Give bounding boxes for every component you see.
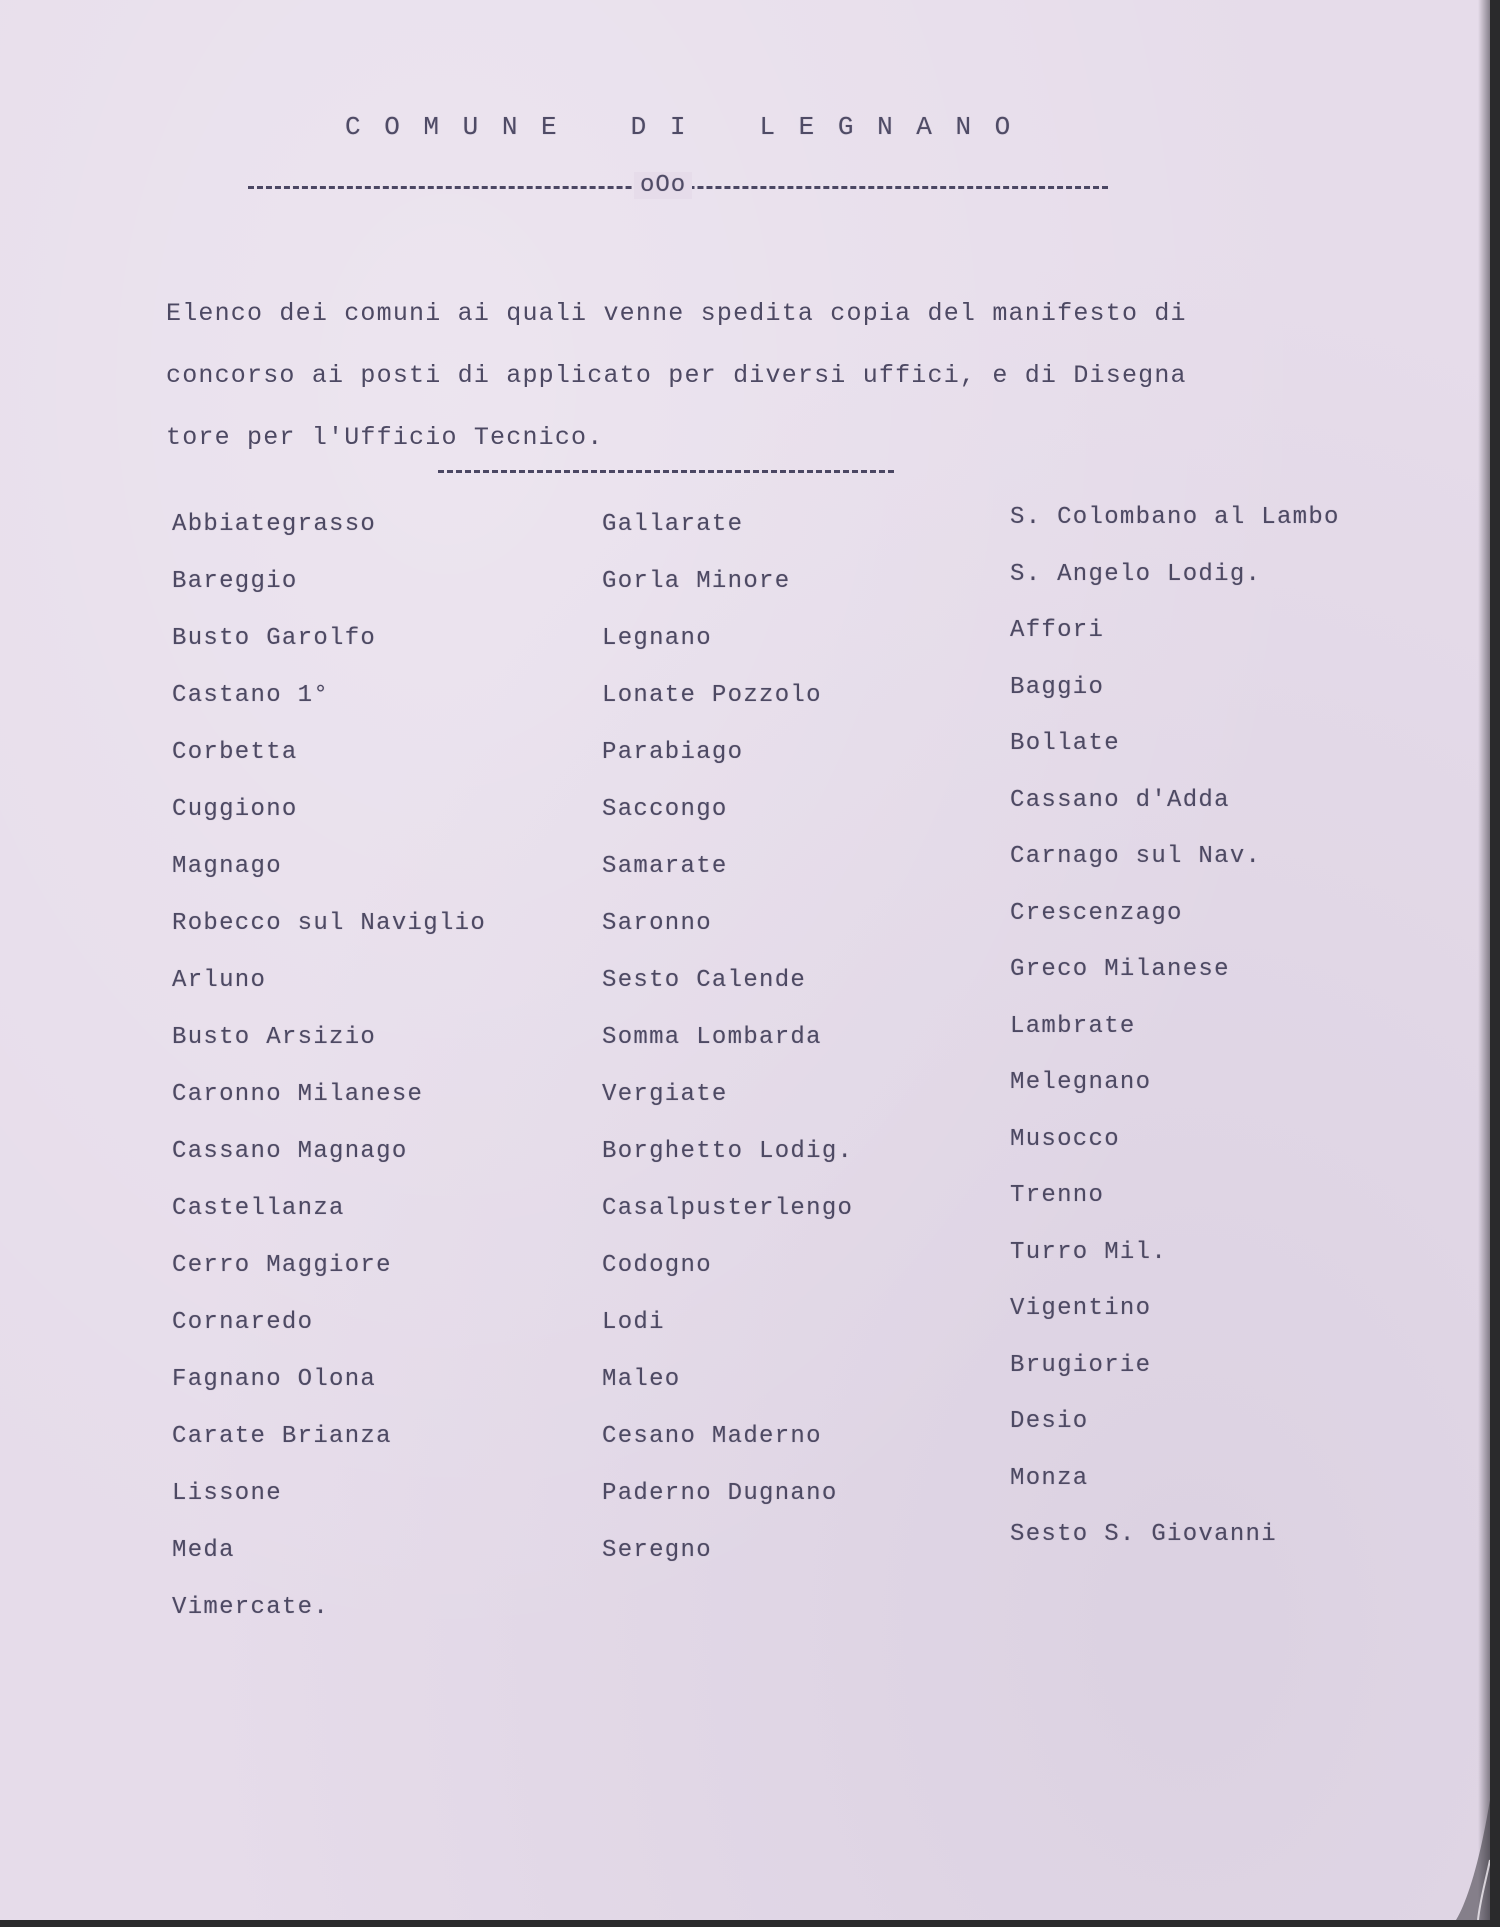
list-item: Lambrate bbox=[1010, 1012, 1136, 1040]
divider-ornament: oOo bbox=[634, 172, 692, 199]
list-item: Robecco sul Naviglio bbox=[172, 910, 487, 937]
list-item: Castellanza bbox=[172, 1195, 345, 1222]
list-item: Fagnano Olona bbox=[172, 1366, 377, 1393]
list-item: Monza bbox=[1010, 1464, 1089, 1492]
list-item: Bollate bbox=[1010, 730, 1120, 757]
municipality-list-column-3 bbox=[1010, 504, 1340, 1578]
list-item: Cesano Maderno bbox=[602, 1423, 822, 1450]
list-item: Parabiago bbox=[602, 739, 744, 766]
list-item: Crescenzago bbox=[1010, 899, 1183, 927]
list-item: Carate Brianza bbox=[172, 1423, 392, 1450]
intro-line: Elenco dei comuni ai quali venne spedita copia del manifesto di bbox=[166, 299, 1187, 328]
list-item: Codogno bbox=[602, 1252, 712, 1279]
list-item: Casalpusterlengo bbox=[602, 1195, 854, 1222]
list-item: Brugiorie bbox=[1010, 1351, 1152, 1379]
list-item: Busto Arsizio bbox=[172, 1024, 377, 1051]
list-item: Greco Milanese bbox=[1010, 956, 1230, 983]
list-item: Vimercate. bbox=[172, 1594, 330, 1621]
list-item: Legnano bbox=[602, 625, 712, 652]
list-item: Sesto Calende bbox=[602, 967, 807, 994]
list-item: Lissone bbox=[172, 1480, 282, 1507]
list-item: Musocco bbox=[1010, 1125, 1120, 1153]
list-item: Arluno bbox=[172, 967, 267, 994]
list-item: Paderno Dugnano bbox=[602, 1480, 838, 1507]
list-item: Caronno Milanese bbox=[172, 1081, 424, 1108]
list-item: Maleo bbox=[602, 1366, 681, 1393]
list-item: Somma Lombarda bbox=[602, 1024, 822, 1051]
title-legnano: L E G N A N O bbox=[759, 112, 1015, 142]
list-item: S. Angelo Lodig. bbox=[1010, 560, 1262, 588]
list-item: Vigentino bbox=[1010, 1295, 1152, 1322]
list-item: Gorla Minore bbox=[602, 568, 791, 595]
title-comune: C O M U N E bbox=[345, 112, 561, 142]
list-item: Lodi bbox=[602, 1309, 665, 1336]
list-item: Corbetta bbox=[172, 739, 298, 766]
list-item: Turro Mil. bbox=[1010, 1238, 1168, 1266]
list-item: Sesto S. Giovanni bbox=[1010, 1521, 1277, 1548]
list-item: S. Colombano al Lambo bbox=[1010, 504, 1340, 531]
list-item: Melegnano bbox=[1010, 1069, 1152, 1096]
list-item: Magnago bbox=[172, 853, 282, 880]
list-item: Carnago sul Nav. bbox=[1010, 843, 1262, 870]
list-item: Affori bbox=[1010, 617, 1105, 644]
list-item: Lonate Pozzolo bbox=[602, 682, 822, 709]
list-item: Castano 1° bbox=[172, 682, 330, 709]
section-divider bbox=[438, 470, 894, 473]
page-corner-curl bbox=[1450, 1800, 1490, 1920]
list-item: Abbiategrasso bbox=[172, 511, 377, 538]
list-item: Cerro Maggiore bbox=[172, 1252, 392, 1279]
list-item: Bareggio bbox=[172, 568, 298, 595]
list-item: Trenno bbox=[1010, 1182, 1105, 1209]
list-item: Vergiate bbox=[602, 1081, 728, 1108]
list-item: Samarate bbox=[602, 853, 728, 880]
list-item: Cornaredo bbox=[172, 1309, 314, 1336]
list-item: Meda bbox=[172, 1537, 235, 1564]
intro-line: tore per l'Ufficio Tecnico. bbox=[166, 423, 604, 452]
intro-line: concorso ai posti di applicato per diversi uffici, e di Disegna bbox=[166, 361, 1187, 390]
intro-paragraph bbox=[166, 283, 1306, 469]
list-item: Gallarate bbox=[602, 511, 744, 538]
municipality-list-column-2 bbox=[602, 511, 853, 1594]
list-item: Cassano Magnago bbox=[172, 1138, 408, 1165]
list-item: Baggio bbox=[1010, 673, 1105, 701]
list-item: Desio bbox=[1010, 1408, 1089, 1435]
list-item: Borghetto Lodig. bbox=[602, 1138, 854, 1165]
list-item: Cuggiono bbox=[172, 796, 298, 823]
list-item: Seregno bbox=[602, 1537, 712, 1564]
list-item: Saccongo bbox=[602, 796, 728, 823]
list-item: Cassano d'Adda bbox=[1010, 786, 1230, 814]
list-item: Saronno bbox=[602, 910, 712, 937]
page-edge-shadow bbox=[1478, 0, 1490, 1920]
page-title bbox=[345, 112, 1014, 142]
title-di: D I bbox=[630, 112, 690, 142]
list-item: Busto Garolfo bbox=[172, 625, 377, 652]
municipality-list-column-1 bbox=[172, 511, 486, 1651]
